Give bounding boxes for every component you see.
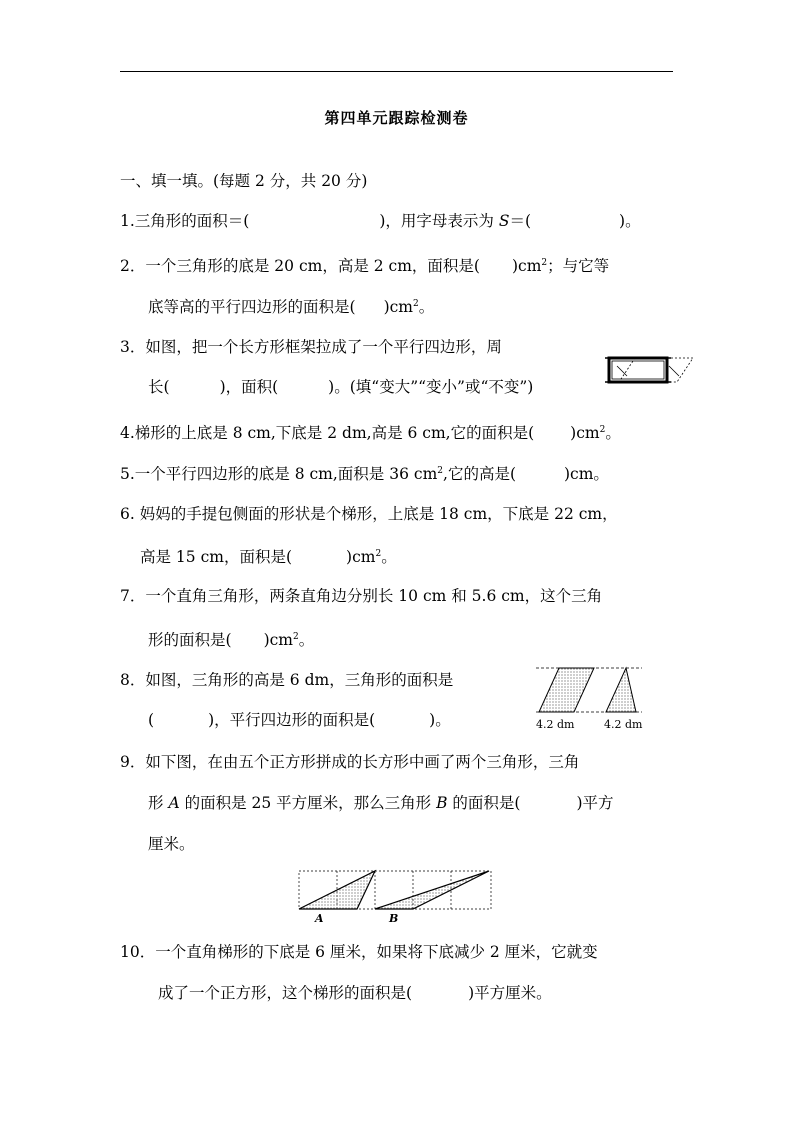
page-title: 第四单元跟踪检测卷 (324, 109, 469, 127)
figure-label-right: 4.2 dm (604, 718, 643, 731)
five-squares-figure (297, 868, 493, 926)
parallelogram-triangle-figure (534, 662, 646, 734)
figure-label-a: A (315, 912, 324, 925)
question-3: 3．如图，把一个长方形框架拉成了一个平行四边形，周 (120, 338, 502, 356)
question-7-line-2: 形的面积是( )$cm^2$。 (148, 631, 315, 649)
question-9-line-2: 形 A 的面积是 25 平方厘米，那么三角形 B 的面积是( )平方 (148, 794, 614, 812)
question-1: 1.三角形的面积＝( )，用字母表示为 S＝( )。 (120, 212, 641, 230)
question-9-line-3: 厘米。 (148, 835, 195, 853)
question-2: 2．一个三角形的底是 20 cm，高是 2 cm，面积是( )$cm^2$；与它等 (120, 257, 610, 275)
question-10-line-2: 成了一个正方形，这个梯形的面积是( )平方厘米。 (158, 984, 552, 1002)
top-rule (120, 71, 673, 72)
question-2-line-2: 底等高的平行四边形的面积是( )$cm^2$。 (148, 298, 435, 316)
question-4: 4.梯形的上底是 8 cm,下底是 2 dm,高是 6 cm,它的面积是( )$cm^2$。 (120, 424, 621, 442)
question-6: 6. 妈妈的手提包侧面的形状是个梯形，上底是 18 cm，下底是 22 cm， (120, 505, 618, 523)
question-5: 5.一个平行四边形的底是 8 cm,面积是 36 $cm^2$,它的高是( )cm。 (120, 465, 609, 483)
question-7: 7．一个直角三角形，两条直角边分别长 10 cm 和 5.6 cm，这个三角 (120, 587, 603, 605)
question-9: 9．如下图，在由五个正方形拼成的长方形中画了两个三角形，三角 (120, 753, 580, 771)
question-10: 10．一个直角梯形的下底是 6 厘米，如果将下底减少 2 厘米，它就变 (120, 943, 598, 961)
section-heading: 一、填一填。(每题 2 分，共 20 分) (120, 172, 368, 190)
figure-label-left: 4.2 dm (536, 718, 575, 731)
question-6-line-2: 高是 15 cm，面积是( )$cm^2$。 (140, 548, 397, 566)
frame-figure (605, 352, 697, 392)
question-8-line-2: ( )，平行四边形的面积是( )。 (148, 711, 451, 729)
question-3-line-2: 长( )，面积( )。(填“变大”“变小”或“不变”) (148, 378, 534, 396)
question-8: 8．如图，三角形的高是 6 dm，三角形的面积是 (120, 671, 454, 689)
figure-label-b: B (389, 912, 399, 925)
